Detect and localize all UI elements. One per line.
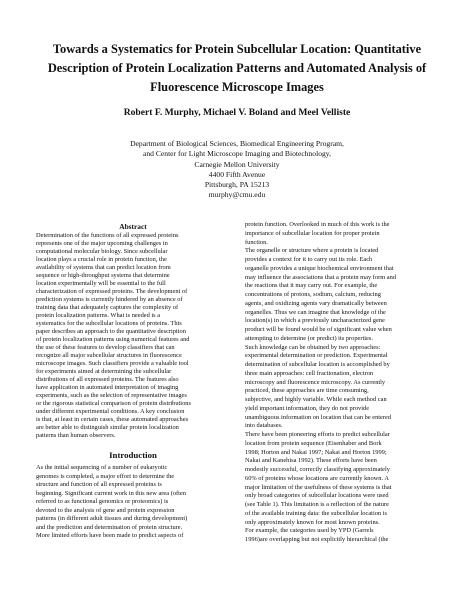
text-line: under different experimental conditions. A key conclusion: [36, 408, 185, 415]
text-line: is that, at least in certain cases, these automated approaches: [36, 416, 189, 423]
text-line: Determination of the functions of all expressed proteins: [36, 232, 179, 239]
text-line: modestly successful, correctly classifying approximately: [245, 466, 390, 473]
text-line: protein localization patterns. What is needed is a: [36, 312, 161, 319]
text-line: into databases.: [245, 422, 283, 430]
text-line: represents one of the major upcoming challenges in: [36, 240, 168, 247]
text-line: protein function. Overlooked in much of this work is the: [245, 221, 390, 228]
text-line: referred to as functional genomics or proteomics) is: [36, 498, 169, 506]
text-line: have application in automated interpretation of imaging: [36, 384, 179, 391]
text-line: importance of subcellular location for proper protein: [245, 229, 380, 237]
text-line: the use of these features to develop classifiers that can: [36, 344, 175, 351]
text-line: agents, and oxidizing agents vary dramatically between: [245, 299, 387, 307]
text-line: Nakai and Kanehisa 1992). These efforts have been: [245, 457, 377, 465]
text-line: recognize all major subcellular structures in fluorescence: [36, 352, 182, 359]
text-line: determination of subcellular location is accomplished by: [245, 361, 390, 368]
affiliation-line: Pittsburgh, PA 15213: [204, 180, 270, 190]
text-line: subjective, and highly variable. While each method can: [245, 396, 387, 403]
affiliation-block: [40, 139, 434, 201]
text-line: 1996)are overlapping but not explicitly hierarchical (the: [245, 536, 389, 543]
text-line: prediction systems is currently hindered by an absence of: [36, 296, 183, 303]
text-line: 60% of proteins whose locations are currently known. A: [245, 474, 389, 482]
text-line: experimental determination or prediction. Experimental: [245, 352, 388, 360]
text-line: of protein localization patterns using numerical features and: [36, 336, 190, 343]
text-line: More limited efforts have been made to predict aspects of: [36, 532, 184, 540]
text-line: product will be found would be of significant value when: [245, 326, 392, 333]
text-line: Such knowledge can be obtained by two approaches:: [245, 343, 381, 351]
text-line: of the available training data: the subcellular location is: [245, 509, 387, 517]
text-line: provides a context for it to carry out its role. Each: [245, 256, 373, 263]
text-line: distributions of all expressed proteins. The features also: [36, 376, 179, 383]
text-line: The organelle or structure where a protein is located: [245, 247, 379, 255]
text-line: only broad categories of subcellular locations were used: [245, 492, 389, 500]
text-line: only approximately known for most known proteins.: [245, 518, 380, 526]
text-line: or the rigorous statistical comparison of protein distributions: [36, 400, 191, 407]
affiliation-line: and Center for Light Microscope Imaging and Biotechnology,: [142, 149, 332, 159]
text-line: sequence or high-throughput systems that determine: [36, 272, 170, 279]
text-line: for experiments aimed at determining the subcellular: [36, 368, 172, 375]
text-line: may influence the associations that a protein may form and: [245, 273, 397, 281]
text-line: There have been pioneering efforts to predict subcellular: [245, 431, 390, 438]
text-line: function.: [245, 238, 268, 246]
text-line: microscope images. Such classifiers provide a valuable tool: [36, 360, 189, 367]
text-line: are better able to distinguish similar protein localization: [36, 424, 179, 431]
text-line: microscopy and fluorescence microscopy. As currently: [245, 378, 386, 386]
author-list: Robert F. Murphy, Michael V. Boland and Meel Velliste: [123, 107, 351, 118]
title-line: Description of Protein Localization Patterns and Automated Analysis of: [47, 61, 427, 75]
text-line: patterns than human observers.: [36, 432, 116, 439]
text-line: devoted to the analysis of gene and protein expression: [36, 506, 175, 514]
affiliation-line: 4400 Fifth Avenue: [208, 169, 266, 179]
text-line: location experimentally will be essential to the full: [36, 280, 166, 287]
text-line: the reactions that it may carry out. For example, the: [245, 282, 378, 290]
text-line: concentrations of protons, sodium, calcium, reducing: [245, 291, 381, 298]
text-line: experiments, such as the selection of representative images: [36, 392, 187, 399]
title-line: Towards a Systematics for Protein Subcellular Location: Quantitative: [52, 42, 422, 56]
text-line: attempting to determine (or predict) its properties.: [245, 334, 373, 342]
text-line: and the prediction and determination of protein structure.: [36, 523, 183, 531]
title-line: Fluorescence Microscope Images: [150, 80, 324, 94]
text-line: training data that adequately captures the complexity of: [36, 304, 179, 311]
abstract-heading: Abstract: [119, 222, 147, 231]
text-line: structure and function of all expressed proteins is: [36, 481, 162, 489]
text-line: characterization of expressed proteins. The development of: [36, 288, 188, 295]
text-line: organelles. Thus we can imagine that knowledge of the: [245, 308, 386, 316]
affiliation-email: murphy@cmu.edu: [208, 190, 266, 200]
text-line: availability of systems that can predict location from: [36, 264, 171, 271]
text-line: major limitation of the usefulness of these systems is that: [245, 483, 392, 491]
text-line: three main approaches: cell fractionation, electron: [245, 369, 374, 377]
introduction-heading: Introduction: [109, 450, 157, 460]
affiliation-line: Department of Biological Sciences, Biomedical Engineering Program,: [130, 139, 344, 148]
text-line: For example, the categories used by YPD (Garrels: [245, 527, 374, 535]
paper-title: [20, 40, 454, 97]
text-line: patterns (in different adult tissues and during development): [36, 515, 188, 523]
text-line: 1998; Horton and Nakai 1997; Nakai and Horton 1999;: [245, 448, 387, 456]
text-line: As the initial sequencing of a number of eukaryotic: [36, 464, 168, 471]
text-line: genomes is completed, a major effort to determine the: [36, 472, 175, 480]
text-line: organelle provides a unique biochemical environment that: [245, 264, 394, 272]
text-line: unambiguous information on location that can be entered: [245, 413, 392, 421]
text-line: beginning. Significant current work in this new area (often: [36, 489, 186, 497]
text-line: paper describes an approach to the quantitative description: [36, 328, 186, 335]
text-line: (see Table 1). This limitation is a reflection of the nature: [245, 501, 389, 508]
text-line: location from protein sequence (Eisenhaber and Bork: [245, 439, 382, 447]
text-line: location(s) in which a previously uncharacterized gene: [245, 317, 385, 325]
text-line: computational molecular biology. Since subcellular: [36, 248, 168, 255]
text-line: systematics for the subcellular locations of proteins. This: [36, 320, 182, 327]
text-line: yield important information, they do not provide: [245, 404, 370, 412]
affiliation-line: Carnegie Mellon University: [194, 159, 280, 169]
text-line: location plays a crucial role in protein function, the: [36, 256, 167, 263]
text-line: practiced, these approaches are time consuming,: [245, 387, 369, 395]
